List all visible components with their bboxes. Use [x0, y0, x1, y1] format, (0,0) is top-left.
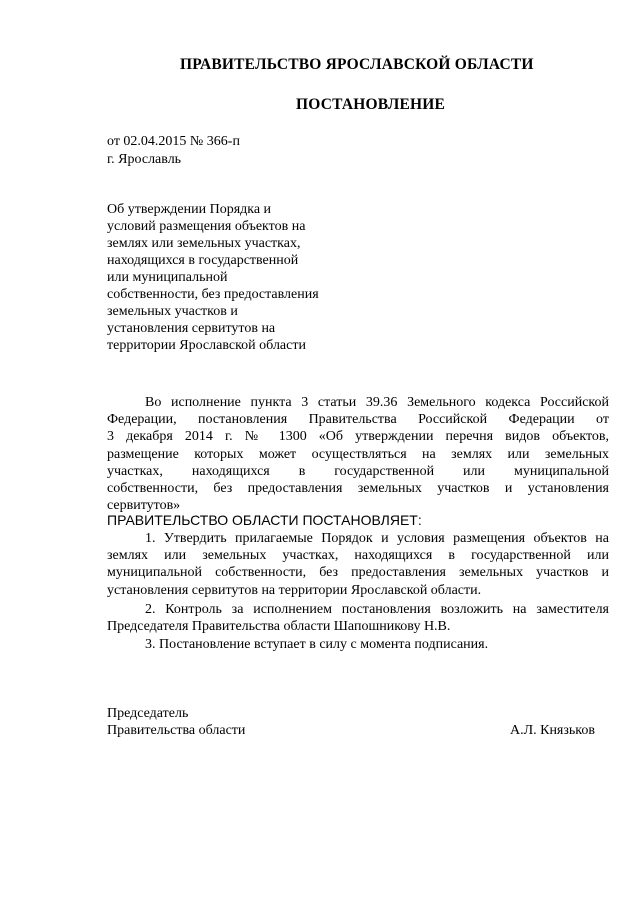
document-subject — [107, 201, 357, 354]
preamble-paragraph — [107, 394, 609, 514]
subject-line: собственности, без предоставления — [107, 287, 319, 302]
preamble-line: собственности, без предоставления земельных участков и установления — [107, 481, 609, 497]
subject-line: условий размещения объектов на — [107, 219, 306, 234]
decree-statement: ПРАВИТЕЛЬСТВО ОБЛАСТИ ПОСТАНОВЛЯЕТ: — [107, 512, 422, 528]
subject-line: или муниципальной — [107, 270, 228, 285]
preamble-line: 3 декабря 2014 г. № 1300 «Об утверждении перечня видов объектов, — [107, 429, 609, 445]
subject-line: территории Ярославской области — [107, 338, 306, 353]
item-1-line: муниципальной собственности, без предоставления земельных участков и — [107, 565, 609, 581]
signatory-position-line-1: Председатель — [107, 706, 189, 721]
preamble-line: Федерации, постановления Правительства Российской Федерации от — [107, 412, 609, 428]
government-title: ПРАВИТЕЛЬСТВО ЯРОСЛАВСКОЙ ОБЛАСТИ — [180, 56, 534, 73]
preamble-line: размещение которых может осуществляться на землях или земельных — [107, 446, 609, 462]
subject-line: земельных участков и — [107, 304, 238, 319]
preamble-line: сервитутов» — [107, 498, 181, 514]
item-1-line: 1. Утвердить прилагаемые Порядок и условия размещения объектов на — [145, 531, 609, 546]
document-city: г. Ярославль — [107, 152, 182, 167]
document-date-number: от 02.04.2015 № 366-п — [107, 134, 240, 149]
item-1-line: установления сервитутов на территории Ярославской области. — [107, 582, 482, 598]
item-2-line: 2. Контроль за исполнением постановления возложить на заместителя — [145, 602, 609, 617]
decree-item-2 — [107, 601, 609, 635]
signatory-name: А.Л. Князьков — [510, 723, 595, 738]
decree-item-1 — [107, 530, 609, 599]
decree-item-3: 3. Постановление вступает в силу с момента подписания. — [145, 637, 489, 652]
signatory-position-line-2: Правительства области — [107, 723, 246, 738]
item-2-line: Председателя Правительства области Шапошникову Н.В. — [107, 619, 451, 635]
document-type-title: ПОСТАНОВЛЕНИЕ — [296, 96, 446, 113]
item-1-line: землях или земельных участках, находящихся в государственной или — [107, 548, 609, 564]
preamble-line: Во исполнение пункта 3 статьи 39.36 Земельного кодекса Российской — [145, 395, 609, 410]
subject-line: Об утверждении Порядка и — [107, 202, 272, 217]
subject-line: землях или земельных участках, — [107, 236, 301, 251]
preamble-line: участках, находящихся в государственной или муниципальной — [107, 463, 609, 479]
subject-line: находящихся в государственной — [107, 253, 299, 268]
subject-line: установления сервитутов на — [107, 321, 276, 336]
